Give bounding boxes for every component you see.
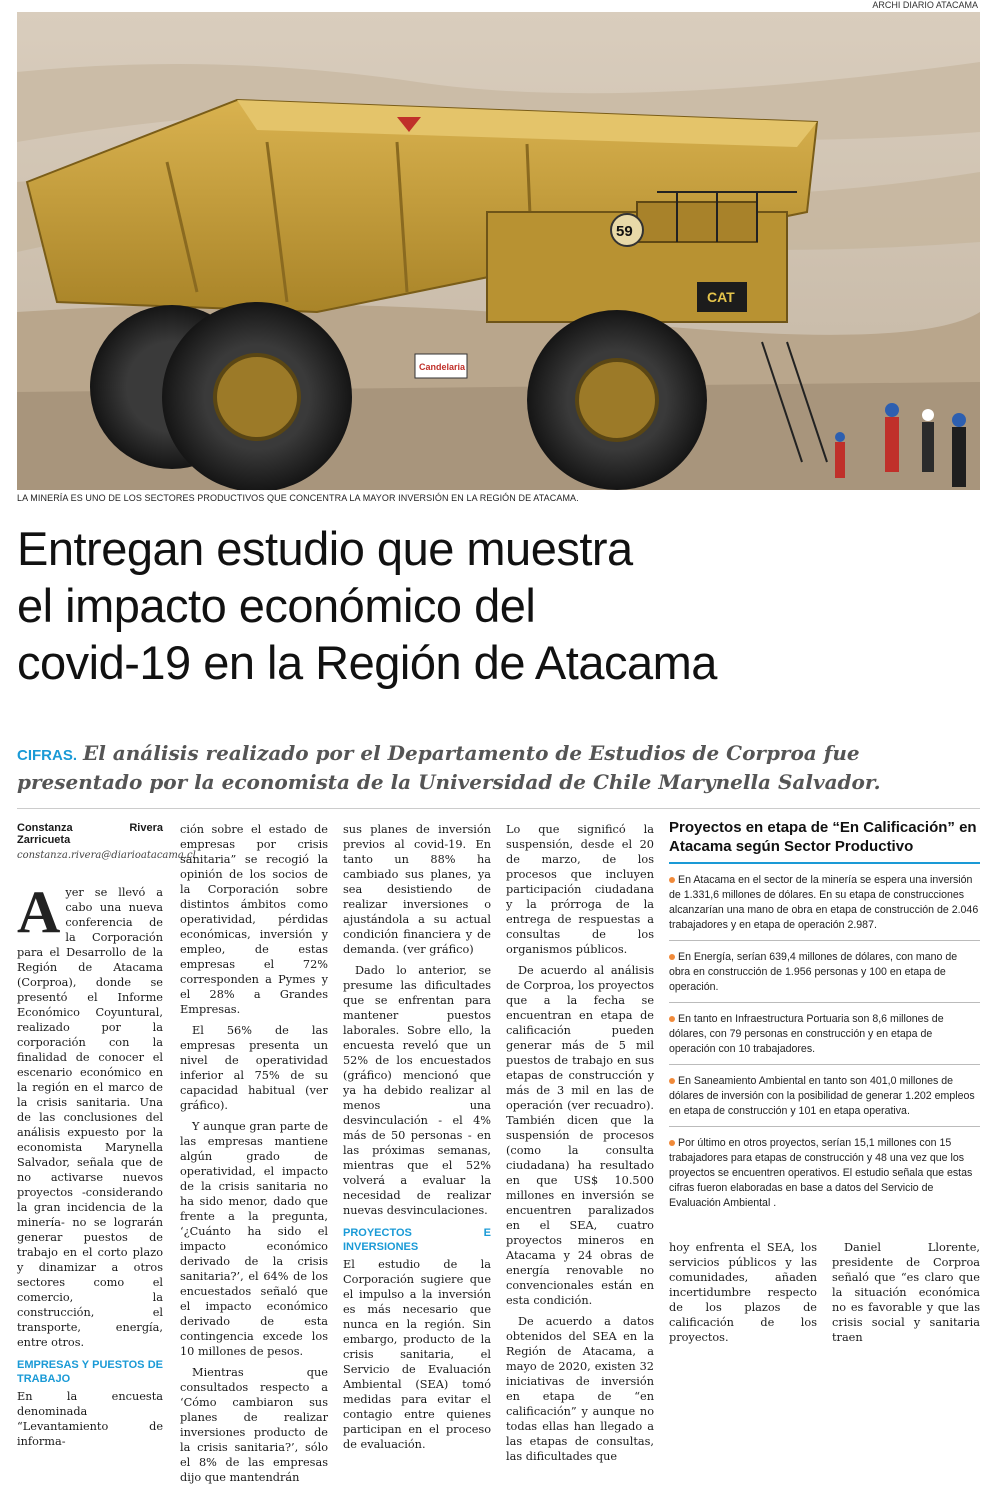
article-paragraph: El 56% de las empresas presenta un nivel de operatividad inferior al 75% de su capacidad habitual (ver gráfico).	[180, 1024, 328, 1112]
article-paragraph: Y aunque gran parte de las empresas mantiene algún grado de operatividad, el impacto de la crisis sanitaria no ha sido menor, dado que frente a la pregunta, ‘¿Cuánto ha sido el impacto económico derivado de la crisis sanitaria?’, el 64% de los encuestados señaló que el impacto económico derivado de esta contingencia excede los 10 millones de pesos.	[180, 1120, 328, 1358]
deck-tag: CIFRAS.	[17, 747, 77, 764]
byline-email[interactable]: constanza.rivera@diarioatacama.cl	[17, 850, 196, 861]
byline-author: Constanza Rivera Zarricueta	[17, 822, 163, 846]
sidebar-box-item-text: Por último en otros proyectos, serían 15,1 millones con 15 trabajadores para etapas de construcción y 48 una vez que los proyectos se encuentren operativos. El estudio señala que estas cifras fueron elaboradas en base a datos del Servicio de Evaluación Ambiental .	[669, 1137, 973, 1209]
headline-line-1: Entregan estudio que muestra	[17, 522, 633, 575]
headline-line-2: el impacto económico del	[17, 579, 536, 632]
sidebar-box-item-text: En Atacama en el sector de la minería se espera una inversión de 1.331,6 millones de dólares. En su etapa de construcciones alcanzarían una mano de obra en etapa de construcción de 2.046 trabajadores y en etapa de operación 2.987.	[669, 874, 979, 931]
headline	[17, 520, 977, 691]
paragraph-text: yer se llevó a cabo una nueva conferencia de la Corporación para el Desarrollo de la Región de Atacama (Corproa), donde se presentó el Informe Económico Coyuntural, realizado por la corporación con la finalidad de conocer el escenario económico en la región en el marco de la crisis sanitaria. Una de las conclusiones del análisis expuesto por la economista Marynella Salvador, señala que de no activarse nuevos proyectos -considerando la gran incidencia de la minería- no se lograrán generar puestos de trabajo en el corto plazo y dinamizar a otros sectores como el comercio, la construcción, el transporte, energía, entre otros.	[17, 886, 163, 1349]
truck-brand-text: CAT	[707, 289, 735, 305]
sidebar-box-item	[669, 1071, 980, 1127]
article-column-4	[506, 822, 654, 1470]
article-column-1	[17, 822, 196, 1455]
article-paragraph: De acuerdo al análisis de Corproa, los proyectos que a la fecha se encuentran en etapa de calificación pueden generar más de 5 mil puestos de trabajo en sus etapas de construcción y más de 3 mil en las de operación (ver recuadro). También dicen que la suspensión de procesos (como la consulta ciudadana) ha resultado en que US$ 10.500 millones en inversión se encuentren paralizados en el SEA, cuatro proyectos mineros en Atacama y 24 obras de energía renovable no convencionales están en esta condición.	[506, 964, 654, 1307]
article-column-3	[343, 822, 491, 1458]
subheading-proyectos: PROYECTOS E INVERSIONES	[343, 1227, 491, 1253]
headline-line-3: covid-19 en la Región de Atacama	[17, 636, 717, 689]
photo-credit: ARCHI DIARIO ATACAMA	[872, 0, 978, 10]
bullet-icon	[669, 1016, 675, 1022]
article-paragraph: El estudio de la Corporación sugiere que el impulso a la inversión es más necesario que nunca en la región. Sin embargo, producto de la crisis sanitaria, el Servicio de Evaluación Ambiental (SEA) tomó medidas para evitar el contagio entre quienes participan en el proceso de evaluación.	[343, 1258, 491, 1451]
deck-text: El análisis realizado por el Departamento de Estudios de Corproa fue presentado por la economista de la Universidad de Chile Marynella Salvador.	[17, 741, 881, 794]
sidebar-box-item-text: En Energía, serían 639,4 millones de dólares, con mano de obra en construcción de 1.956 personas y 100 en etapa de operación.	[669, 951, 958, 993]
sidebar-box-item-text: En Saneamiento Ambiental en tanto son 401,0 millones de dólares de inversión con la posibilidad de generar 1.202 empleos en etapa de construcción y 101 en etapa operativa.	[669, 1075, 975, 1117]
article-photo	[17, 12, 980, 490]
article-paragraph: Daniel Llorente, presidente de Corproa señaló que “es claro que la situación económica no es favorable y que las crisis social y sanitaria traen	[832, 1241, 980, 1344]
article-paragraph: ción sobre el estado de empresas por crisis sanitaria” se recogió la opinión de los socios de la Corporación sobre distintos ámbitos como operatividad, pérdidas económicas, inversión y empleo, de estas empresas el 72% corresponden a Pymes y el 28% a Grandes Empresas.	[180, 823, 328, 1016]
sidebar-box-title: Proyectos en etapa de “En Calificación” en Atacama según Sector Productivo	[669, 818, 980, 864]
bullet-icon	[669, 954, 675, 960]
sidebar-box-item	[669, 947, 980, 1003]
drop-cap: A	[17, 879, 61, 945]
sidebar-box-item	[669, 1133, 980, 1218]
sidebar-box-item	[669, 1009, 980, 1065]
projects-sidebar-box	[669, 818, 980, 1224]
article-column-2	[180, 822, 328, 1491]
section-divider	[17, 808, 980, 809]
bullet-icon	[669, 1140, 675, 1146]
article-paragraph: De acuerdo a datos obtenidos del SEA en la Región de Atacama, a mayo de 2020, existen 32 iniciativas de inversión en etapa de “en calificación” y aunque no todas ellas han llegado a las etapas de consultas, las dificultades que	[506, 1315, 654, 1463]
article-paragraph: Lo que significó la suspensión, desde el 20 de marzo, de los procesos que incluyen participación ciudadana y la prórroga de la entrega de respuestas a consultas de los organismos públicos.	[506, 823, 654, 956]
truck-number-text: 59	[616, 223, 633, 240]
deck	[17, 740, 977, 796]
bullet-icon	[669, 1078, 675, 1084]
photo-caption: LA MINERÍA ES UNO DE LOS SECTORES PRODUCTIVOS QUE CONCENTRA LA MAYOR INVERSIÓN EN LA REGIÓN DE ATACAMA.	[17, 493, 579, 503]
article-paragraph: Dado lo anterior, se presume las dificultades que se enfrentan para mantener puestos laborales. Sobre ello, la encuesta reveló que un 52% de los encuestados (gráfico) mencionó que ya ha debido realizar al menos una desvinculación - el 4% más de 50 personas - en las próximas semanas, mientras que el 52% volverá a evaluar la necesidad de realizar nuevas desvinculaciones.	[343, 964, 491, 1217]
truck-sign-text: Candelaria	[419, 362, 466, 372]
article-paragraph: Mientras que consultados respecto a ‘Cómo cambiaron sus planes de realizar inversiones producto de la crisis sanitaria?’, sólo el 8% de las empresas dijo que mantendrán	[180, 1366, 328, 1484]
article-paragraph: hoy enfrenta el SEA, los servicios públicos y las comunidades, añaden incertidumbre respecto de los plazos de calificación de los proyectos.	[669, 1241, 817, 1344]
article-column-6	[832, 1240, 980, 1345]
article-column-5	[669, 1240, 817, 1345]
sidebar-box-item-text: En tanto en Infraestructura Portuaria son 8,6 millones de dólares, con 79 personas en construcción y en etapa de operación con 10 trabajadores.	[669, 1013, 944, 1055]
article-paragraph: sus planes de inversión previos al covid-19. En tanto un 88% ha cambiado sus planes, ya sea desistiendo de realizar inversiones o ajustándola a su actual condición financiera y de demanda. (ver gráfico)	[343, 823, 491, 956]
subheading-empresas: EMPRESAS Y PUESTOS DE TRABAJO	[17, 1359, 163, 1385]
mining-truck-illustration	[17, 12, 980, 490]
article-paragraph: En la encuesta denominada “Levantamiento de informa-	[17, 1390, 163, 1448]
bullet-icon	[669, 877, 675, 883]
article-paragraph	[17, 879, 163, 1350]
sidebar-box-item	[669, 870, 980, 941]
